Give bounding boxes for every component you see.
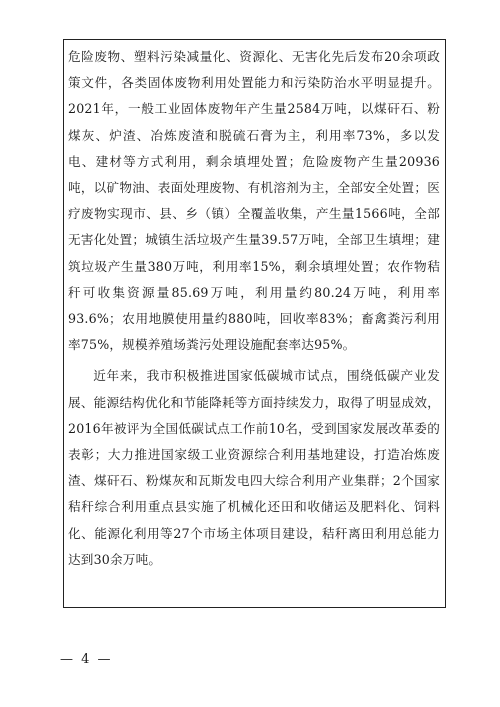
page-number: — 4 —: [60, 652, 113, 667]
document-body: [68, 44, 440, 573]
paragraph-low-carbon: 近年来，我市积极推进国家低碳城市试点，围绕低碳产业发展、能源结构优化和节能降耗等方面持续发力，取得了明显成效，2016年被评为全国低碳试点工作前10名，受到国家发展改革委的表彰；大力推进国家级工业资源综合利用基地建设，打造冶炼废渣、煤矸石、粉煤灰和瓦斯发电四大综合利用产业集群；2个国家秸秆综合利用重点县实施了机械化还田和收储运及肥料化、饲料化、能源化利用等27个市场主体项目建设，秸秆离田利用总能力达到30余万吨。: [68, 368, 440, 567]
paragraph-solid-waste: 危险废物、塑料污染减量化、资源化、无害化先后发布20余项政策文件，各类固体废物利用处置能力和污染防治水平明显提升。2021年，一般工业固体废物年产生量2584万吨，以煤矸石、粉煤灰、炉渣、冶炼废渣和脱硫石膏为主，利用率73%，多以发电、建材等方式利用，剩余填埋处置；危险废物产生量20936吨，以矿物油、表面处理废物、有机溶剂为主，全部安全处置；医疗废物实现市、县、乡（镇）全覆盖收集，产生量1566吨，全部无害化处置；城镇生活垃圾产生量39.57万吨，全部卫生填埋；建筑垃圾产生量380万吨，利用率15%，剩余填埋处置；农作物秸秆可收集资源量85.69万吨，利用量约80.24万吨，利用率93.6%；农用地膜使用量约880吨，回收率83%；畜禽粪污利用率75%，规模养殖场粪污处理设施配套率达95%。: [68, 49, 440, 353]
